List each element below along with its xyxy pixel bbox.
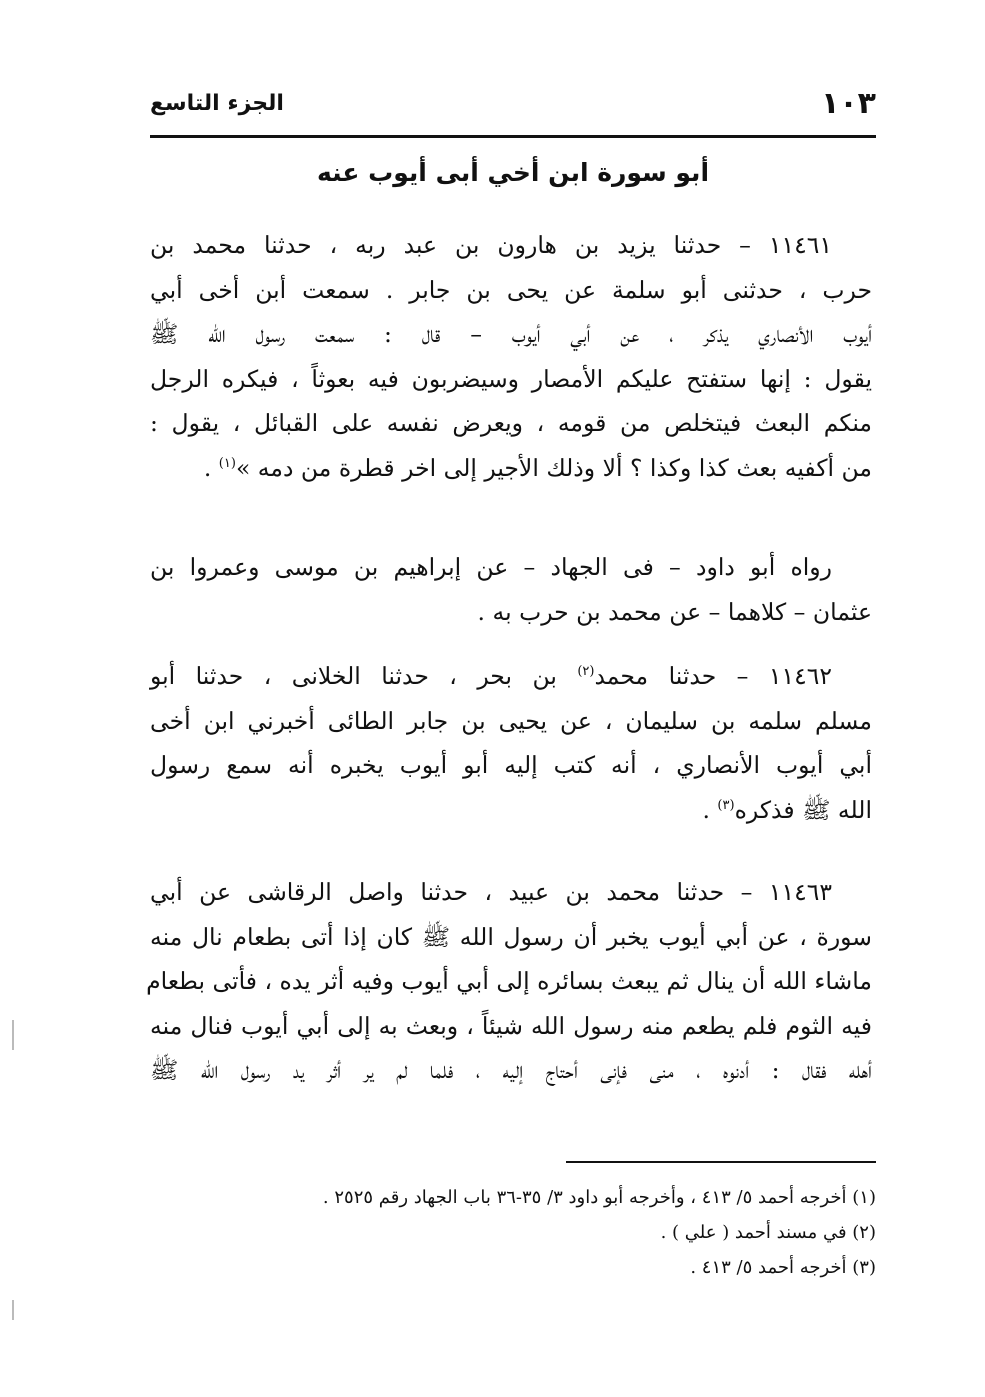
footnote-ref: (٣) (717, 797, 735, 813)
section-heading: أبو سورة ابن أخي أبى أيوب عنه (316, 158, 710, 187)
text-line: منكم البعث فيتخلص من قومه ، ويعرض نفسه على القبائل ، يقول : (150, 409, 872, 437)
text-segment: من أكفيه بعث كذا وكذا ؟ ألا وذلك الأجير إلى اخر قطرة من دمه » (235, 453, 872, 482)
text-segment: . (203, 453, 219, 482)
footnote: (٢) في مسند أحمد ( علي ) . (660, 1222, 876, 1243)
text-line: يقول : إنها ستفتح عليكم الأمصار وسيضربون فيه بعوثاً ، فيكره الرجل (150, 364, 872, 393)
text-line: فيه الثوم فلم يطعم منه رسول الله شيئاً ، وبعث به إلى أبي أيوب فنال منه (150, 1011, 872, 1040)
text-line (150, 788, 872, 833)
text-segment: . (702, 795, 718, 824)
footnote-ref: (١) (218, 455, 236, 471)
footnote: (١) أخرجه أحمد ٥/ ٤١٣ ، وأخرجه أبو داود ٣/ ٣٥-٣٦ باب الجهاد رقم ٢٥٢٥ . (322, 1187, 876, 1208)
text-line (150, 446, 872, 491)
text-line: عثمان – كلاهما – عن محمد بن حرب به . (477, 597, 872, 626)
footnote-ref: (٢) (577, 664, 595, 680)
scan-artifact (12, 1300, 14, 1320)
text-line: أبي أيوب الأنصاري ، أنه كتب إليه أبو أيوب يخبره أنه سمع رسول (150, 751, 872, 779)
text-line: أيوب الأنصاري يذكر ، عن أبي أيوب – قال : سمعت رسول الله ﷺ (150, 320, 872, 348)
text-segment: الله ﷺ فذكره (734, 795, 872, 824)
footnote: (٣) أخرجه أحمد ٥/ ٤١٣ . (690, 1257, 876, 1278)
header-rule (150, 135, 876, 138)
narration-note-paragraph (150, 545, 872, 634)
text-line: حرب ، حدثنى أبو سلمة عن يحى بن جابر . سمعت أبن أخى أبي (150, 275, 872, 304)
text-segment: بن بحر ، حدثنا الخلانى ، حدثنا أبو (150, 662, 578, 690)
text-segment: ١١٤٦٢ – حدثنا محمد (594, 662, 832, 690)
scan-artifact (12, 1020, 14, 1050)
text-line: أهله فقال : أدنوه ، منى فإنى أحتاج إليه ، فلما لم ير أثر يد رسول الله ﷺ (150, 1056, 872, 1084)
running-title: الجزء التاسع (150, 90, 284, 116)
text-line: ماشاء الله أن ينال ثم يبعث بسائره إلى أبي أيوب وفيه أثر يده ، فأتى بطعام (146, 967, 872, 995)
page-header (150, 78, 876, 128)
hadith-paragraph-11461 (150, 223, 872, 490)
hadith-paragraph-11462 (150, 654, 872, 832)
text-line: سورة ، عن أبي أيوب يخبر أن رسول الله ﷺ كان إذا أتى بطعام نال منه (150, 922, 872, 951)
footnote-rule (566, 1161, 876, 1163)
footnotes (150, 1180, 876, 1285)
text-line: ١١٤٦١ – حدثنا يزيد بن هارون بن عبد ربه ، حدثنا محمد بن (150, 231, 832, 259)
text-line: مسلم سلمه بن سليمان ، عن يحيى بن جابر الطائى أخبرني ابن أخى (150, 706, 872, 735)
text-line (150, 654, 872, 699)
text-line: رواه أبو داود – فى الجهاد – عن إبراهيم بن موسى وعمروا بن (150, 553, 832, 581)
text-line: ١١٤٦٣ – حدثنا محمد بن عبيد ، حدثنا واصل الرقاشى عن أبي (150, 878, 832, 906)
page-number: ١٠٣ (821, 85, 876, 121)
hadith-paragraph-11463 (146, 870, 872, 1093)
